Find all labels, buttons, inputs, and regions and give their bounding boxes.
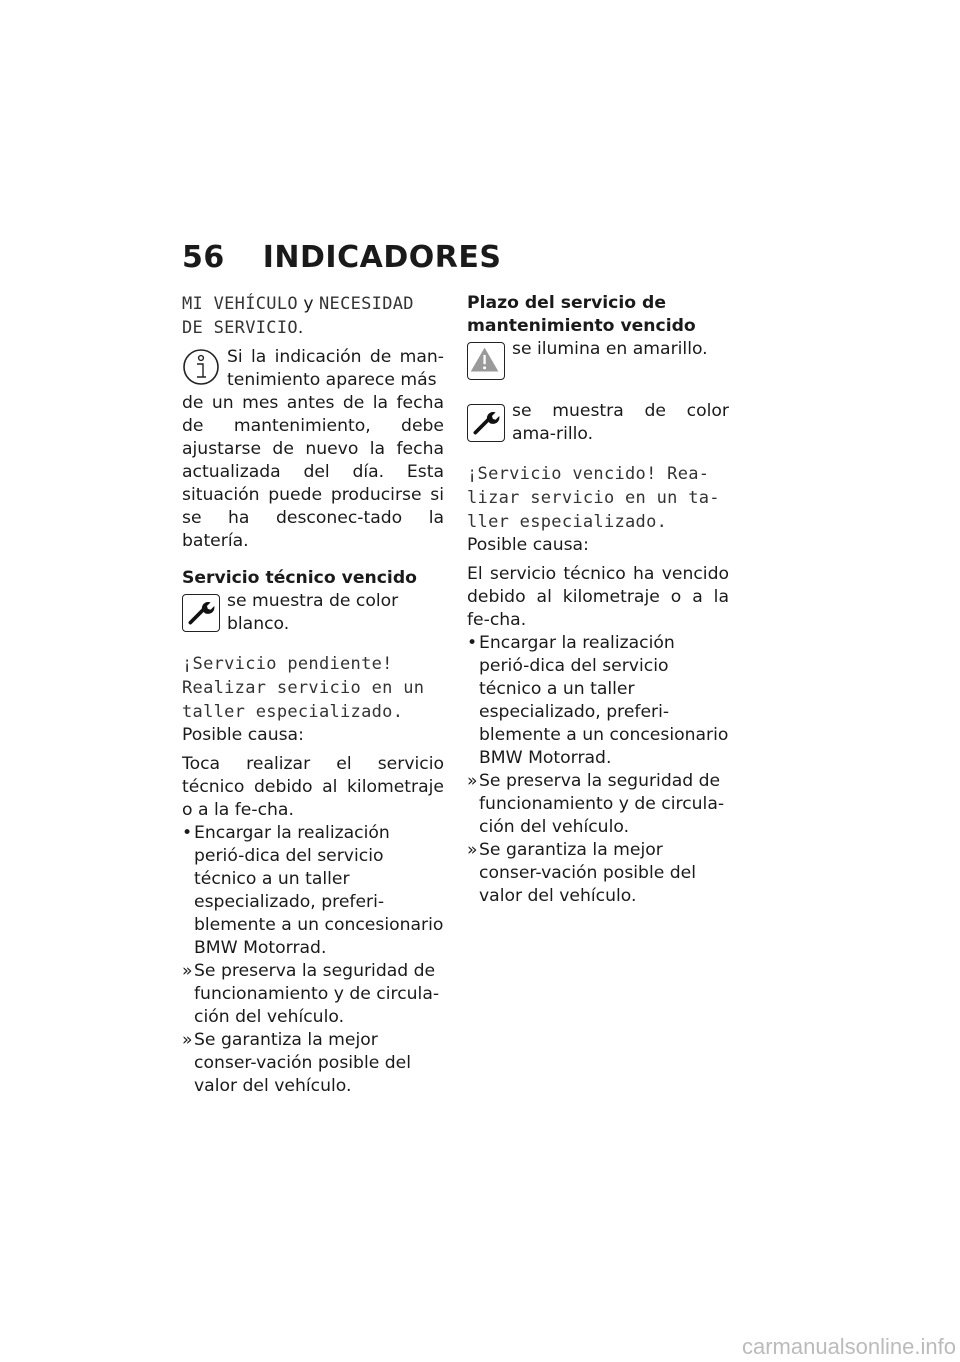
bullet-item xyxy=(182,822,444,960)
intro-dot: . xyxy=(297,318,304,338)
cause-text: El servicio técnico ha vencido debido al kilometraje o a la fe-cha. xyxy=(467,564,729,630)
result-marker: » xyxy=(182,961,193,981)
page-header xyxy=(182,240,501,275)
result-item xyxy=(467,839,729,908)
result-marker: » xyxy=(182,1030,193,1050)
menu-ref-vehicle: MI VEHÍCULO xyxy=(182,294,298,314)
result-text: Se garantiza la mejor conser-vación posible del valor del vehículo. xyxy=(194,1030,412,1096)
bullet-text: Encargar la realización perió-dica del servicio técnico a un taller especializado, preferi-blemente a un concesionario BMW Motorrad. xyxy=(194,823,444,958)
left-column xyxy=(182,292,444,1098)
watermark: carmanualsonline.info xyxy=(741,1334,956,1359)
result-item xyxy=(467,770,729,839)
warning-text: se ilumina en amarillo. xyxy=(512,339,708,359)
wrench-white-text: se muestra de color blanco. xyxy=(227,591,399,634)
section-title-service-due: Servicio técnico vencido xyxy=(182,568,417,588)
result-text: Se garantiza la mejor conser-vación posible del valor del vehículo. xyxy=(479,840,697,906)
cause-text: Toca realizar el servicio técnico debido al kilometraje o a la fe-cha. xyxy=(182,754,444,820)
intro-connector: y xyxy=(297,294,319,314)
cause-label: Posible causa: xyxy=(182,725,304,745)
bullet-marker: • xyxy=(182,823,193,843)
result-marker: » xyxy=(467,840,478,860)
result-item xyxy=(182,960,444,1029)
right-column xyxy=(467,292,729,908)
action-list xyxy=(182,822,444,1098)
bullet-marker: • xyxy=(467,633,478,653)
display-message: ¡Servicio vencido! Rea-lizar servicio en un ta-ller especializado. xyxy=(467,464,720,532)
wrench-icon xyxy=(182,594,220,632)
page-title: INDICADORES xyxy=(262,240,502,275)
page-number: 56 xyxy=(182,240,225,275)
wrench-icon xyxy=(467,404,505,442)
intro-reference xyxy=(182,292,444,340)
result-marker: » xyxy=(467,771,478,791)
result-text: Se preserva la seguridad de funcionamiento y de circula-ción del vehículo. xyxy=(194,961,440,1027)
result-text: Se preserva la seguridad de funcionamiento y de circula-ción del vehículo. xyxy=(479,771,725,837)
warning-row xyxy=(467,338,729,390)
info-icon xyxy=(182,348,220,386)
display-message: ¡Servicio pendiente! Realizar servicio en un taller especializado. xyxy=(182,654,425,722)
wrench-yellow-row xyxy=(467,400,729,452)
menu-ref-service: NECESIDAD DE SERVICIO xyxy=(182,294,414,338)
action-list xyxy=(467,632,729,908)
wrench-yellow-text: se muestra de color ama-rillo. xyxy=(512,401,729,444)
result-item xyxy=(182,1029,444,1098)
wrench-white-row xyxy=(182,590,444,642)
bullet-text: Encargar la realización perió-dica del servicio técnico a un taller especializado, preferi-blemente a un concesionario BMW Motorrad. xyxy=(479,633,729,768)
bullet-item xyxy=(467,632,729,770)
cause-label: Posible causa: xyxy=(467,535,589,555)
info-note xyxy=(182,346,444,392)
warning-triangle-icon xyxy=(467,342,505,380)
section-title-maintenance-overdue: Plazo del servicio de mantenimiento vencido xyxy=(467,293,696,336)
info-note-first: Si la indicación de man-tenimiento aparece más xyxy=(227,347,444,390)
info-note-text: de un mes antes de la fecha de mantenimiento, debe ajustarse de nuevo la fecha actualizada del día. Esta situación puede producirse si se ha desconec-tado la batería. xyxy=(182,393,444,551)
